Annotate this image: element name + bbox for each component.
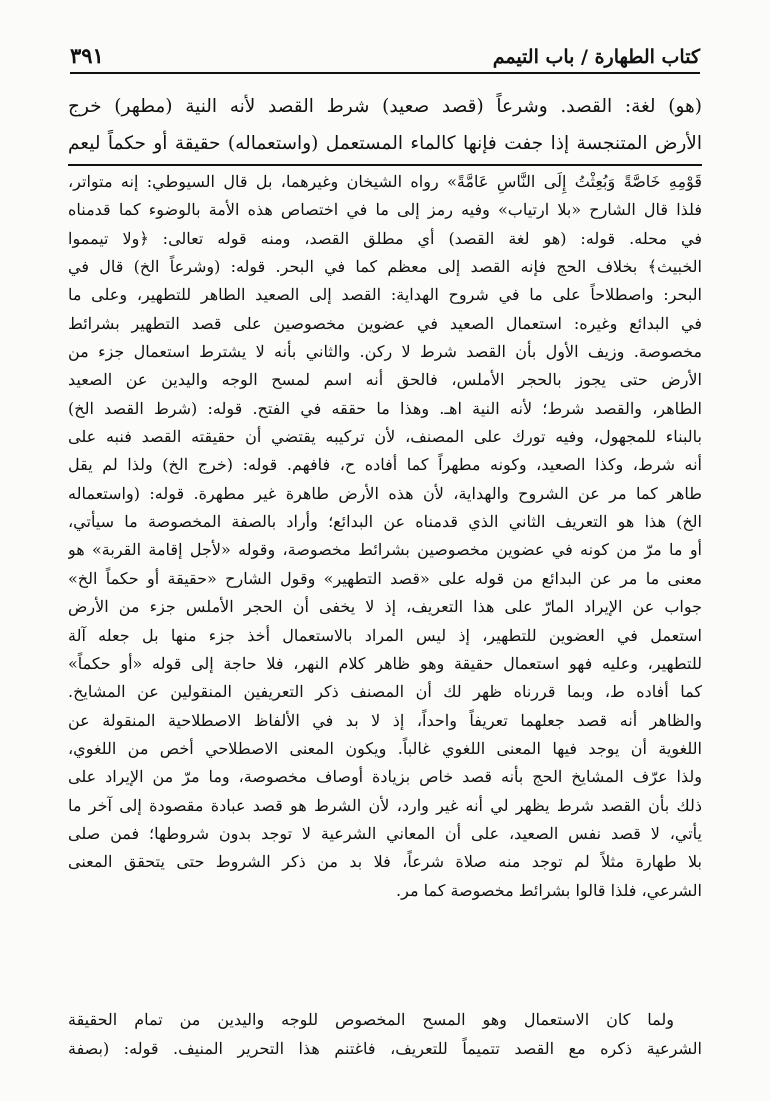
commentary-line: أو ما مرّ من كونه في عضوين مخصوصين بشرائط مخصوصة، وقوله «لأجل إقامة القربة» هو [68, 540, 702, 560]
commentary-line: في البدائع وغيره: استعمال الصعيد في عضوين مخصوصين على قصد التطهير بشرائط [68, 313, 702, 333]
commentary-line: طاهر كما مر عن الشروح والهداية، لأن هذه الأرض طاهرة غير مطهرة. قوله: (واستعماله [68, 483, 702, 503]
commentary-line: أنه شرط، وكذا الصعيد، وكونه مطهراً كما أفاده ح، فافهم. قوله: (خرج الخ) ولذا لم يقل [68, 455, 702, 475]
commentary-line: معنى ما مر عن البدائع من قوله على «قصد التطهير» وقول الشارح «حقيقة أو حكماً الخ» [68, 568, 702, 588]
commentary-line: فلذا قال الشارح «بلا ارتياب» وفيه رمز إلى ما في اختصاص هذه الأمة بالوضوء كما قدمناه [68, 200, 702, 220]
separator-rule [68, 164, 702, 166]
main-line: (هو) لغة: القصد. وشرعاً (قصد صعيد) شرط القصد لأنه النية (مطهر) خرج [68, 96, 702, 117]
commentary-line: الأرض حتى يجوز بالحجر الأملس، فالحق أنه اسم لمسح الوجه واليدين عن الصعيد [68, 370, 702, 390]
main-text [68, 88, 702, 176]
commentary-line: ولذا عرّف المشايخ الحج بأنه قصد خاص بزيادة أوصاف مخصوصة، وما مرّ من الإيراد على [68, 767, 702, 787]
running-header [70, 38, 700, 74]
commentary-line: اللغوية أن يوجد فيها المعنى اللغوي غالباً. ويكون المعنى الاصطلاحي أخص من اللغوي، [68, 738, 702, 758]
commentary-line: يأتي، لا قصد نفس الصعيد، على أن المعاني الشرعية لا توجد بدون شروطها؛ فمن صلى [68, 823, 702, 843]
commentary-line: الطاهر، والقصد شرط؛ لأنه النية اهـ. وهذا ما حققه في الفتح. قوله: (شرط القصد الخ) [68, 398, 702, 418]
commentary-line: بالبناء للمجهول، وفيه تورك على المصنف، لأن تركيبه يقتضي أن حقيقته القصد فنبه على [68, 427, 702, 447]
commentary-line: قَوْمِهِ خَاصَّةً وَبُعِثْتُ إِلَى النَّاسِ عَامَّةً» رواه الشيخان وغيرهما، بل قال السيوطي: إنه متواتر، [68, 172, 702, 191]
commentary-line: الخ) هذا هو التعريف الثاني الذي قدمناه عن البدائع؛ وأراد بالصفة المخصوصة ما سيأتي، [68, 512, 702, 532]
commentary-line: الخبيث﴾ بخلاف الحج فإنه القصد إلى معظم كما في البحر. قوله: (وشرعاً الخ) قال في [68, 257, 702, 277]
footnote-line: ولما كان الاستعمال وهو المسح المخصوص للوجه واليدين من تمام الحقيقة [68, 1010, 674, 1029]
commentary-line: البحر: واصطلاحاً على ما في شروح الهداية: القصد إلى الصعيد الطاهر للتطهير، وعلى ما [68, 285, 702, 305]
commentary-line: ذلك بأن القصد شرط يظهر لي أنه غير وارد، لأن الشرط هو قصد عبادة مقصودة إلى آخر ما [68, 795, 702, 815]
commentary [68, 168, 702, 905]
footnote [68, 1005, 702, 1063]
main-line: الأرض المتنجسة إذا جفت فإنها كالماء المستعمل (واستعماله) حقيقة أو حكماً ليعم [68, 133, 702, 154]
commentary-line: والظاهر أنه قصد جعلهما تعريفاً واحداً، إذ لا بد في الألفاظ الاصطلاحية المنقولة عن [68, 710, 702, 730]
commentary-line: بلا طهارة مثلاً لم توجد منه صلاة شرعاً، فلا بد من ذكر الشروط حتى يتحقق المعنى [68, 852, 702, 872]
commentary-line: جواب عن الإيراد المارّ على هذا التعريف، إذ لا يخفى أن الحجر الأملس جزء من الأرض [68, 597, 702, 617]
footnote-line: الشرعية ذكره مع القصد تتميماً للتعريف، فاغتنم هذا التحرير المنيف. قوله: (بصفة [68, 1039, 702, 1058]
commentary-line: في محله. قوله: (هو لغة القصد) أي مطلق القصد، ومنه قوله تعالى: ﴿ولا تيمموا [68, 228, 702, 248]
commentary-line: كما أفاده ط، وبما قررناه ظهر لك أن المصنف ذكر التعريفين المنقولين عن المشايخ. [68, 682, 702, 702]
page-number: ٣٩١ [70, 43, 104, 68]
header-title: كتاب الطهارة / باب التيمم [492, 46, 700, 68]
commentary-line: الشرعي، فلذا قالوا بشرائط مخصوصة كما مر. [396, 880, 702, 900]
commentary-line: للتطهير، وعليه فهو استعمال حقيقة وهو ظاهر كلام النهر، فلا حاجة إلى قوله «أو حكماً» [68, 653, 702, 673]
commentary-line: مخصوصة. وزيف الأول بأن القصد شرط لا ركن. والثاني بأنه لا يشترط استعمال جزء من [68, 342, 702, 362]
commentary-line: استعمل في العضوين للتطهير، إذ ليس المراد بالاستعمال أخذ جزء منها بل جعله آلة [68, 625, 702, 645]
